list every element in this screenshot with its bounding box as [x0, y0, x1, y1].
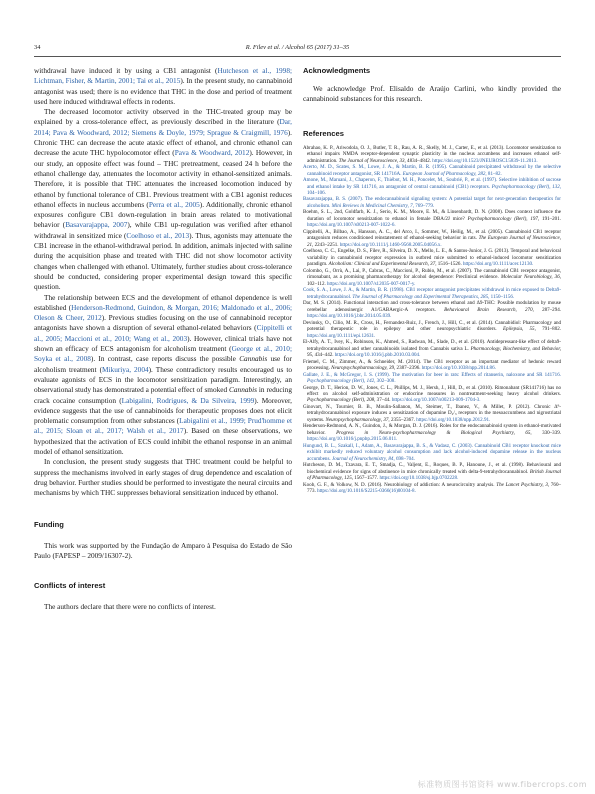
- citation-link[interactable]: Hutcheson et al., 1998; Lichtman, Fisher, & Martin, 2001; Tai et al., 2015: [34, 66, 292, 86]
- reference-journal: Behavioural Brain Research, 270: [444, 306, 533, 313]
- doi-link[interactable]: https://doi.org/10.1007/s12035-007-0017-y.: [327, 280, 416, 287]
- text-run: use for alcoholism treatment (: [34, 354, 292, 374]
- citation-link[interactable]: Perra et al., 2005: [148, 199, 200, 209]
- text-run: ). Chronic THC can decrease the acute ataxic effect of ethanol, and chronic ethanol can decrease the acute THC hypolocomotor effect (: [34, 127, 292, 158]
- reference-entry: [303, 443, 561, 462]
- reference-pages: , 191–201.: [537, 215, 561, 222]
- text-run: In conclusion, the present study suggests that THC treatment could be helpful to suppress the mechanisms involved in early stages of drug dependence and escalation of drug behavior. Further studies should be performed to investigate the neural circuits and mechanisms by which THC suppresses behavioral sensitization induced by ethanol.: [34, 457, 292, 498]
- reference-journal: Molecular Neurobiology, 36: [500, 274, 560, 281]
- reference-entry: [303, 145, 561, 164]
- doi-link[interactable]: https://doi.org/10.1016/j.pbb.2010.03.004.: [334, 352, 421, 359]
- body-paragraph: [34, 293, 292, 458]
- reference-pages: , 2355–2367.: [388, 416, 417, 423]
- doi-link[interactable]: https://doi.org/10.1016/S2215-0366(16)00104-8.: [317, 488, 416, 495]
- text-run: ). These contradictory results encouraged us to evaluate agonists of ECS in the locomotor sensitization paradigm. Interestingly, an observational study has demonstrated a potential effect of smoked: [34, 364, 292, 395]
- conflicts-heading: Conflicts of interest: [34, 581, 106, 591]
- reference-pages: , 1567–1577.: [351, 475, 380, 482]
- reference-text: Cippitelli, A., Bilbao, A., Hansson, A. C., del Arco, I., Sommer, W., Heilig, M., et al. (2005). Cannabinoid CB1 receptor antagonism reduces conditioned reinstatement of ethanol-seeking behavior in rats.: [303, 228, 561, 242]
- text-run: ). Additionally, chronic ethanol exposures configure CB1 down-regulation in brain areas related to motivational behavior (: [34, 199, 292, 230]
- text-run: ). Thus, agonists may attenuate the CB1 increase in the ethanol-withdrawal period. In addition, animals injected with saline during the acquisition phase and treated with THC did not show locomotor activity changes when challenged with ethanol. Ultimately, further studies about cross-tolerance should be conducted, considering proper experimental design toward this specific question.: [34, 230, 292, 292]
- reference-entry: [303, 196, 561, 209]
- reference-entry: [303, 177, 561, 196]
- reference-journal: Mini Reviews in Medicinal Chemistry, 7: [331, 202, 413, 209]
- citation-link[interactable]: Pava & Woodward, 2012: [174, 148, 250, 158]
- conflicts-text: The authors declare that there were no conflicts of interest.: [44, 601, 216, 611]
- reference-journal: Pharmacology, Biochemistry, and Behavior, 95: [307, 345, 561, 359]
- reference-journal: Epilepsia, 55: [502, 326, 535, 333]
- reference-entry: [303, 359, 561, 372]
- reference-journal: The Journal of Pharmacology and Experimental Therapeutics, 285: [352, 293, 489, 300]
- doi-link[interactable]: https://doi.org/10.1523/JNEUROSCI.5839-11.2013.: [432, 157, 538, 164]
- text-run: The decreased locomotor activity observed in the THC-treated group may be explained by a cross-tolerance effect, as previously described in the literature (: [34, 107, 292, 127]
- left-column: [34, 66, 292, 612]
- reference-entry: [303, 229, 561, 248]
- reference-entry: [303, 385, 561, 404]
- page-number: 34: [34, 44, 41, 51]
- reference-journal: The European Journal of Neuroscience, 21: [307, 235, 561, 248]
- header-rule: [34, 56, 561, 57]
- text-run: ), while CB1 up-regulation was verified after ethanol withdrawal in sensitized mice (: [34, 220, 292, 240]
- italic-term: Cannabis: [239, 354, 268, 364]
- doi-link[interactable]: https://doi.org/10.1111/acer.12130.: [462, 261, 534, 268]
- reference-pages: , 698–704.: [393, 455, 415, 462]
- body-paragraph: [34, 107, 292, 292]
- reference-journal: Psychopharmacology (Berl), 197: [467, 215, 538, 222]
- reference-text: Cook, S. A., Lowe, J. A., & Martin, B. R. (1998). CB1 receptor antagonist precipitates withdrawal in mice exposed to Delta9-tetrahydrocannabinol.: [303, 287, 561, 300]
- reference-pages: , 791–802.: [534, 326, 561, 333]
- doi-link[interactable]: https://doi.org/10.1111/j.1460-9568.2005.04056.x.: [339, 241, 442, 248]
- reference-text: Acerto, M. D., Scates, S. M., Lowe, J. A., & Martin, B. R. (1995). Cannabinoid precipitated withdrawal by the selective cannabinoid receptor antagonist, SR 141716A.: [303, 164, 561, 177]
- reference-journal: Journal of Neurochemistry, 84: [331, 455, 394, 462]
- right-column: [303, 66, 561, 495]
- reference-pages: , 4834–4842.: [404, 157, 433, 164]
- doi-link[interactable]: https://doi.org/10.1007/s00213-009-1704-3.: [391, 397, 481, 404]
- reference-text: Coelhoso, C. C., Engelke, D. S., Filev, R., Silveira, D. X., Mello, L. E., & Santos-Junior, J. G. (2013). Temporal and behavioral variability in cannabinoid receptor expression in outbred mice submitted to ethanol-induced locomotor sensitization paradigm.: [303, 248, 561, 268]
- reference-pages: , 434–442.: [312, 352, 335, 359]
- reference-text: Amone, M., Maruani, J., Chaperon, F., Thiébot, M. H., Poncelet, M., Soubrié, P., et al. (1997). Selective inhibition of sucrose and ethanol intake by SR 141716, an antagonist of central cannabinoid (CB1) receptors.: [303, 177, 561, 190]
- reference-entry: [303, 404, 561, 423]
- reference-text: Friemel, C. M., Zimmer, A., & Schneider, M. (2014). The CB1 receptor as an important mediator of hedonic reward processing.: [303, 358, 561, 372]
- acknowledgments-heading: Acknowledgments: [303, 66, 371, 75]
- doi-link[interactable]: https://doi.org/10.1016/j.pnpbp.2015.06.011.: [307, 436, 398, 443]
- reference-pages: , 102–112.: [307, 274, 561, 287]
- reference-text: Koob, G. F., & Volkow, N. D. (2016). Neurobiology of addiction: A neurocircuitry analysis.: [303, 481, 497, 488]
- doi-link[interactable]: https://doi.org/10.1038/npp.2014.86.: [421, 365, 496, 372]
- reference-pages: , 287–294.: [532, 306, 561, 313]
- citation-link[interactable]: Coelhoso et al., 2013: [126, 230, 190, 240]
- italic-term: Cannabis: [229, 385, 258, 395]
- reference-entry: [303, 209, 561, 228]
- text-run: ). However, clinical trials have not shown an efficacy of ECS antagonism for alcoholism treatment (: [34, 333, 292, 354]
- reference-list: [303, 145, 561, 495]
- citation-link[interactable]: George et al., 2010; Soyka et al., 2008: [34, 344, 292, 364]
- reference-journal: Neuropsychopharmacology, 39: [331, 365, 395, 372]
- reference-pages: , 1516–1526.: [435, 261, 463, 268]
- watermark: 标准物质图书馆资料 www.fibercrops.com: [417, 780, 587, 789]
- reference-pages: , 760–773.: [307, 481, 562, 495]
- reference-entry: [303, 164, 561, 177]
- doi-link[interactable]: https://doi.org/10.1038/npp.2012.91.: [416, 416, 491, 423]
- reference-journal: The Lancet Psychiatry, 3: [496, 481, 548, 488]
- reference-text: George, D. T., Herion, D. W., Jones, C. L., Phillips, M. J., Hersh, J., Hill, D., et al. (2010). Rimonabant (SR141716) has no effect on alcohol self-administration or endocrine measures in nontreatment-seeking heavy alcohol drinkers.: [303, 384, 561, 397]
- reference-text: El-Alfy, A. T., Ivey, K., Robinson, K., Ahmed, S., Radwan, M., Slade, D., et al. (2010). Antidepressant-like effect of delta9-tetrahydrocannabinol and other cannabinoids isolated from Cannabis sativa L.: [303, 339, 561, 352]
- reference-entry: [303, 248, 561, 267]
- reference-pages: , 37–44.: [374, 397, 392, 404]
- reference-entry: [303, 300, 561, 319]
- body-paragraph: [34, 457, 292, 498]
- text-run: ). In contrast, case reports discuss the possible: [90, 354, 240, 364]
- citation-link[interactable]: Basavarajappa, 2007: [65, 220, 128, 230]
- text-run: ). Moreover, evidence suggests that the use of cannabinoids for therapeutic proposes does not elicit problematic consumption from other substances (: [34, 395, 292, 426]
- running-head: R. Filev et al. / Alcohol 65 (2017) 31–35: [245, 44, 350, 51]
- reference-journal: Psychopharmacology (Berl), 132: [491, 183, 560, 190]
- reference-text: Henderson-Redmond, A. N., Guindon, J., & Morgan, D. J. (2016). Roles for the endocannabinoid system in ethanol-motivated behavior.: [303, 423, 561, 436]
- reference-journal: Progress in Neuro-psychopharmacology & Biological Psychiatry, 65: [336, 429, 531, 436]
- text-run: in reducing crack cocaine consumption (: [34, 385, 292, 405]
- references-heading: References: [303, 128, 344, 138]
- citation-link[interactable]: Dar, 2014; Pava & Woodward, 2012; Siemens & Doyle, 1979; Sprague & Craigmill, 1976: [34, 117, 292, 137]
- reference-entry: [303, 268, 561, 287]
- citation-link[interactable]: Cippitelli et al., 2005; Maccioni et al., 2010; Wang et al., 2003: [34, 323, 292, 343]
- reference-pages: , 2387–2396.: [394, 365, 422, 372]
- reference-text: Dar, M. S. (2014). Functional interaction and cross-tolerance between ethanol and Δ9-THC: Possible modulation by mouse cerebellar adenosinergic A1/GABAergic-A receptors.: [303, 300, 561, 313]
- reference-journal: Psychopharmacology (Berl), 208: [307, 397, 375, 404]
- citation-link[interactable]: Henderson-Redmond, Guindon, & Morgan, 2016; Maldonado et al., 2006; Oleson & Cheer, 2012: [34, 302, 292, 323]
- reference-text: Hungund, B. L., Szakall, I., Adam, A., Basavarajappa, B. S., & Vadasz, C. (2003). Cannabinoid CB1 receptor knockout mice exhibit markedly reduced voluntary alcohol consumption and lack alcohol-induced dopamine release in the nucleus accumbens.: [303, 442, 561, 462]
- reference-text: Basavarajappa, B. S. (2007). The endocannabinoid signaling system: A potential target for next-generation therapeutics for alcoholism.: [303, 196, 561, 209]
- citation-link[interactable]: Mikuriya, 2004: [102, 364, 149, 374]
- reference-pages: , 302–308.: [374, 378, 396, 385]
- reference-text: Colombo, G., Orrù, A., Lai, P., Cabras, C., Maccioni, P., Rubio, M., et al. (2007). The cannabinoid CB1 receptor antagonist, rimonabant, as a promising pharmacotherapy for alcohol dependence: Preclinical evidence.: [303, 267, 561, 281]
- reference-entry: [303, 482, 561, 495]
- reference-journal: European Journal of Pharmacology, 282: [402, 170, 486, 177]
- reference-entry: [303, 320, 561, 339]
- running-header: [34, 44, 561, 56]
- reference-journal: Neuropsychopharmacology, 37: [325, 416, 389, 423]
- text-run: ). In the present study, no cannabinoid antagonist was used; there is no evidence that THC in the dose and period of treatment used here induced withdrawal effects in rodents.: [34, 76, 292, 106]
- reference-pages: , 769–779.: [412, 202, 435, 209]
- text-run: ). Previous studies focusing on the use of cannabinoid receptor antagonists have shown a disruption of several ethanol-related behaviors (: [34, 313, 292, 333]
- reference-journal: Alcoholism: Clinical and Experimental Research, 37: [328, 261, 436, 268]
- doi-link[interactable]: https://doi.org/10.1038/sj.bjp.0702228.: [379, 475, 459, 482]
- text-run: ). However, in our study, an opposite effect was found – THC pretreatment, ceased 24 h before the ethanol challenge day, attenuates the locomotor activity in ethanol-sensitized animals. Therefore, it is possible that THC attenuates the increased locomotion induced by ethanol by functional tolerance of CB1. Previous treatment with a CB1 agonist reduces ethanol effects in nucleus accumbens (: [34, 148, 293, 209]
- reference-entry: [303, 423, 561, 442]
- text-run: The relationship between ECS and the development of ethanol dependence is well established (: [34, 292, 292, 312]
- reference-pages: , 104–106.: [307, 183, 562, 196]
- reference-pages: , 81–82.: [485, 170, 502, 177]
- doi-link[interactable]: https://doi.org/10.1016/j.bbr.2014.05.039.: [307, 313, 392, 320]
- text-run: withdrawal have induced it by using a CB1 antagonist (: [34, 66, 218, 75]
- citation-link[interactable]: Labigalini, Rodrigues, & Da Silveira, 1999: [121, 395, 255, 405]
- body-paragraph: [34, 66, 292, 107]
- reference-entry: [303, 287, 561, 300]
- reference-journal: The Journal of Neuroscience, 33: [338, 157, 405, 164]
- reference-text: Ginovart, N., Tournier, B. B., Moulin-Sallanon, M., Steimer, T., Ibanez, V., & Millet, P. (2012). Chronic Δ⁹-tetrahydrocannabinol exposure induces a sensitization of dopamine D₂/₃ receptors in the mesoaccumbens and nigrostriatal systems.: [303, 403, 561, 423]
- reference-text: Gallate, J. E., & McGregor, I. S. (1999). The motivation for beer in rats: Effects of ritanserin, naloxone and SR 141716.: [303, 371, 561, 378]
- reference-entry: [303, 462, 561, 481]
- acknowledgments-text: We acknowledge Prof. Elisaldo de Araújo Carlini, who kindly provided the cannabinoid substances for this research.: [303, 84, 561, 104]
- doi-link[interactable]: https://doi.org/10.1111/epi.12631.: [307, 332, 376, 339]
- reference-journal: Psychopharmacology (Berl), 142: [307, 378, 375, 385]
- reference-text: Hutcheson, D. M., Tzavara, E. T., Smadja, C., Valjent, E., Roques, B. P., Hanoune, J., et al. (1998). Behavioural and biochemical evidence for signs of abstinence in mice chronically treated with delta-9-tetrahydrocannabinol.: [303, 462, 561, 475]
- reference-text: Devinsky, O., Cilio, M. R., Cross, H., Fernandez-Ruiz, J., French, J., Hill, C., et al. (2014). Cannabidiol: Pharmacology and potential therapeutic role in epilepsy and other neuropsychiatric disorders.: [303, 319, 561, 333]
- reference-pages: , 2243–2251.: [312, 241, 340, 248]
- funding-heading: Funding: [34, 520, 64, 530]
- reference-pages: , 1150–1156.: [488, 293, 515, 300]
- reference-text: Abrahao, K. P., Ariwodola, O. J., Butler, T. R., Rau, A. R., Skelly, M. J., Carter, E., et al. (2013). Locomotor sensitization to ethanol impairs NMDA receptor-dependent synaptic plasticity in the nucleus accumbens and increases ethanol self-administration.: [303, 144, 561, 164]
- reference-entry: [303, 372, 561, 385]
- citation-link[interactable]: Labigalini et al., 1999; Prud'homme et al., 2015; Sloan et al., 2017; Walsh et al., 2017: [34, 416, 292, 436]
- doi-link[interactable]: https://doi.org/10.1007/s00213-007-1022-6.: [307, 222, 396, 229]
- funding-text: This work was supported by the Fundação de Amparo à Pesquisa do Estado de São Paulo (FAPESP – 2009/16307-2).: [34, 540, 292, 561]
- text-run: ). Based on these observations, we hypothesized that the activation of ECS could inhibit the ethanol response in an animal model of ethanol sensitization.: [34, 426, 293, 456]
- reference-journal: British Journal of Pharmacology, 125: [307, 468, 561, 482]
- reference-text: Boehm, S. L., 2nd, Goldfarb, K. J., Serio, K. M., Moore, E. M., & Linsenbardt, D. N. (2008). Does context influence the duration of locomotor sensitization to ethanol in female DBA/2J mice?: [303, 209, 561, 222]
- reference-entry: [303, 339, 561, 358]
- reference-pages: , 330–339.: [530, 429, 562, 436]
